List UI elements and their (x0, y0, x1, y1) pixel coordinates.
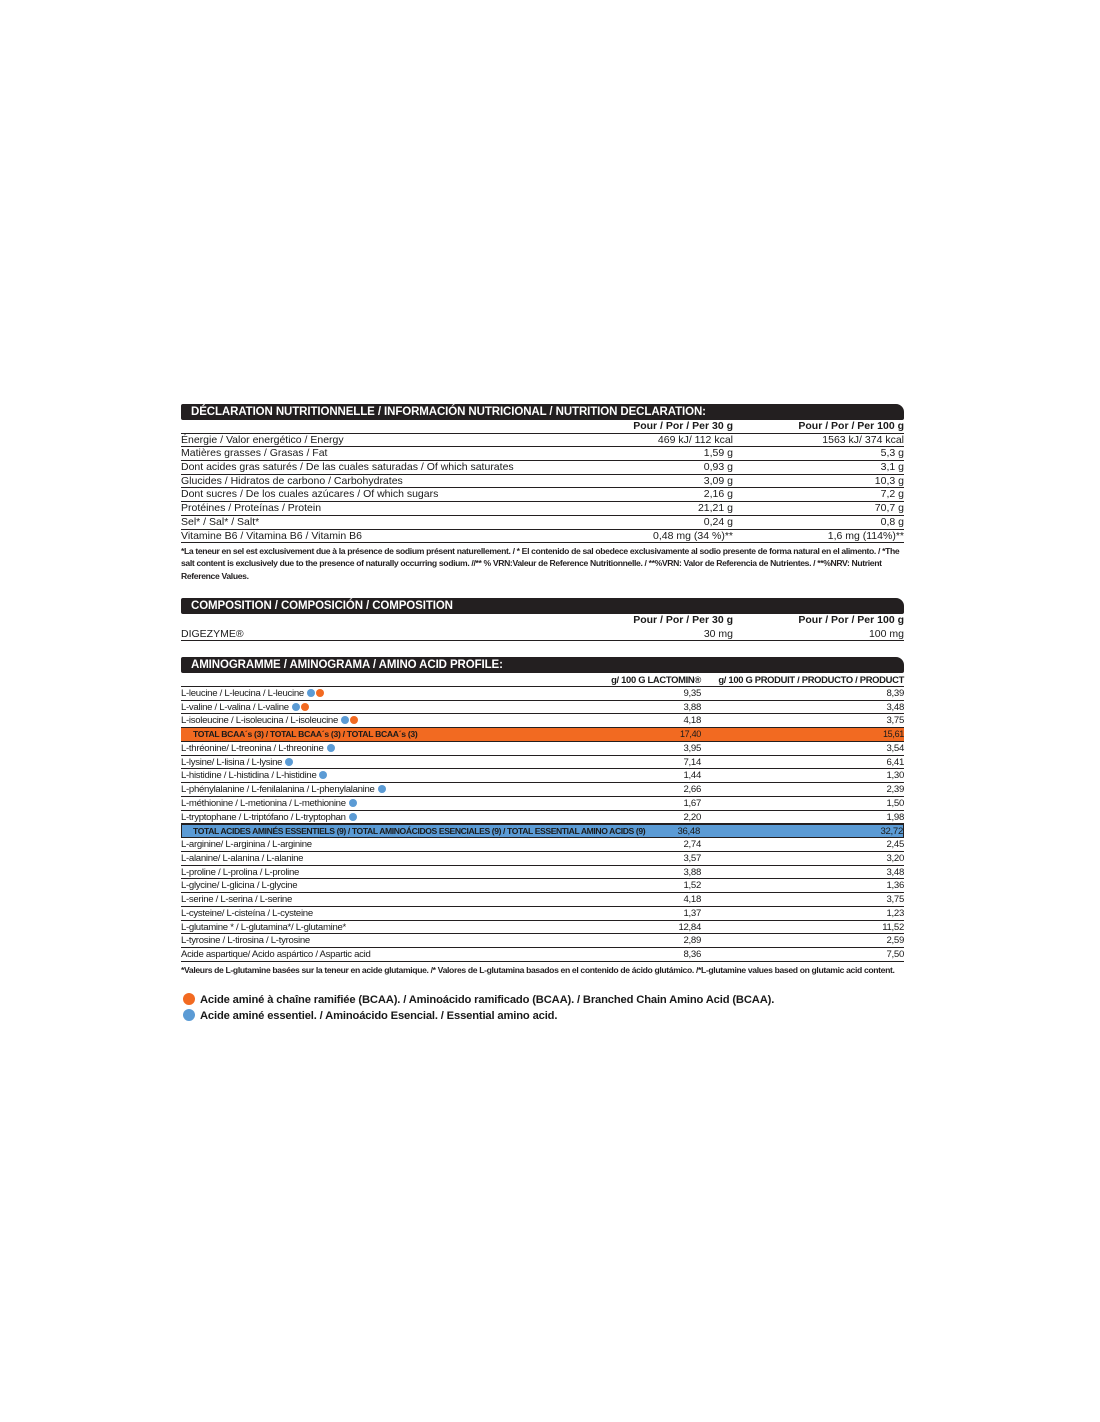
row-value-v1: 2,66 (683, 784, 701, 795)
amino-row (181, 921, 904, 935)
row-label-text: Vitamine B6 / Vitamina B6 / Vitamin B6 (181, 529, 362, 542)
row-value-v2: 5,3 g (880, 447, 904, 460)
row-value-v1: 2,16 g (703, 488, 733, 501)
amino-col1: g/ 100 G LACTOMIN® (611, 674, 701, 685)
nutrition-footnote: *La teneur en sel est exclusivement due à la présence de sodium présent naturellement. / * El contenido de sal obedece exclusivamente al sodio presente de forma natural en el alimento. / *The salt content is exclusively due to the presence of naturally occurring sodium. //** % VRN:Valeur de Reference Nutritionnelle. / **%VRN: Valor de Referencia de Nutrientes. / **%NRV: Nutrient Reference Values. (181, 546, 900, 581)
nutrition-row (181, 516, 904, 530)
composition-col1: Pour / Por / Per 30 g (633, 614, 733, 626)
row-value-v2: 100 mg (868, 627, 904, 640)
amino-col2: g/ 100 G PRODUIT / PRODUCTO / PRODUCT (718, 674, 904, 685)
row-label (181, 475, 403, 489)
row-label (193, 728, 417, 742)
amino-row (181, 879, 904, 893)
row-value-v1: 3,88 (683, 701, 701, 713)
row-label (181, 866, 299, 880)
row-label-text: L-glutamine * / L-glutamina*/ L-glutamine* (181, 921, 346, 933)
nutrition-title: DÉCLARATION NUTRITIONNELLE / INFORMACIÓN NUTRICIONAL / NUTRITION DECLARATION: (181, 404, 904, 420)
row-value-v2: 1563 kJ/ 374 kcal (822, 433, 904, 446)
row-value-v1: 3,09 g (703, 474, 733, 487)
row-label-text: L-isoleucine / L-isoleucina / L-isoleucine (181, 715, 338, 727)
row-value-v2: 3,75 (886, 894, 904, 905)
row-value-v1: 0,24 g (703, 515, 733, 528)
row-value-v2: 8,39 (886, 687, 904, 699)
row-value-v1: 4,18 (683, 715, 701, 727)
row-value-v2: 1,30 (886, 770, 904, 782)
composition-row (181, 628, 904, 642)
legend-essential-text: Acide aminé essentiel. / Aminoácido Esencial. / Essential amino acid. (200, 1010, 558, 1022)
row-label (181, 488, 438, 502)
essential-dot-icon (183, 1009, 195, 1021)
nutrition-row (181, 488, 904, 502)
row-value-v1: 36,48 (677, 826, 700, 838)
row-label (181, 742, 335, 756)
composition-col2: Pour / Por / Per 100 g (798, 614, 904, 626)
amino-row (181, 838, 904, 852)
row-label (181, 797, 357, 811)
essential-dot-icon (378, 785, 386, 793)
row-label (181, 714, 358, 728)
row-value-v1: 12,84 (678, 921, 701, 933)
row-value-v1: 0,48 mg (34 %)** (653, 529, 733, 542)
row-value-v2: 70,7 g (874, 502, 904, 515)
row-value-v2: 1,98 (886, 811, 904, 823)
row-label (181, 879, 297, 893)
amino-rows (181, 687, 904, 962)
row-value-v1: 1,37 (683, 907, 701, 919)
composition-column-header (181, 614, 904, 628)
row-label-text: Glucides / Hidratos de carbono / Carbohydrates (181, 474, 403, 487)
row-value-v2: 7,50 (886, 949, 904, 960)
row-value-v2: 2,59 (886, 935, 904, 947)
legend-bcaa-text: Acide aminé à chaîne ramifiée (BCAA). / Aminoácido ramificado (BCAA). / Branched Chain Amino Acid (BCAA). (200, 994, 775, 1006)
amino-row (181, 811, 904, 825)
row-value-v1: 17,40 (679, 729, 701, 739)
nutrition-col1: Pour / Por / Per 30 g (633, 420, 733, 432)
row-label (181, 769, 327, 783)
row-value-v1: 30 mg (703, 627, 733, 640)
row-label (181, 461, 514, 475)
nutrition-row (181, 447, 904, 461)
nutrition-row (181, 475, 904, 489)
row-label (181, 756, 293, 770)
row-value-v1: 3,95 (683, 742, 701, 754)
composition-title: COMPOSITION / COMPOSICIÓN / COMPOSITION (181, 598, 904, 614)
row-label (181, 434, 344, 448)
row-value-v2: 2,39 (886, 784, 904, 795)
row-label (193, 825, 645, 839)
row-value-v2: 1,36 (886, 880, 904, 892)
amino-panel (181, 657, 904, 976)
row-label (181, 516, 259, 530)
row-value-v2: 1,23 (886, 907, 904, 919)
essential-dot-icon (319, 771, 327, 779)
row-label-text: Sel* / Sal* / Salt* (181, 515, 260, 528)
row-value-v1: 1,52 (683, 880, 701, 892)
amino-row (181, 714, 904, 728)
row-value-v1: 469 kJ/ 112 kcal (657, 433, 733, 446)
legend-bcaa (183, 993, 774, 1006)
nutrition-row (181, 461, 904, 475)
essential-dot-icon (349, 799, 357, 807)
amino-row (181, 934, 904, 948)
essential-dot-icon (285, 758, 293, 766)
row-label-text: Énergie / Valor energético / Energy (181, 433, 344, 446)
row-value-v1: 3,88 (683, 866, 701, 878)
row-label (181, 907, 313, 921)
row-label (181, 447, 327, 461)
row-label-text: L-glycine/ L-glicina / L-glycine (181, 880, 298, 892)
row-value-v1: 1,67 (683, 797, 701, 809)
row-label (181, 948, 371, 962)
row-label-text: L-méthionine / L-metionina / L-methionine (181, 797, 346, 809)
row-value-v2: 3,20 (886, 852, 904, 864)
row-label (181, 628, 244, 642)
nutrition-row (181, 502, 904, 516)
row-label-text: L-arginine/ L-arginina / L-arginine (181, 839, 312, 850)
amino-column-header (181, 673, 904, 687)
row-label-text: Matières grasses / Grasas / Fat (181, 447, 328, 460)
row-value-v1: 21,21 g (697, 502, 733, 515)
row-label (181, 530, 362, 544)
row-label-text: L-alanine/ L-alanina / L-alanine (181, 852, 304, 864)
essential-dot-icon (292, 703, 300, 711)
amino-row (181, 893, 904, 907)
row-value-v2: 1,50 (886, 797, 904, 809)
total-eaa-row (181, 824, 904, 838)
row-label-text: L-serine / L-serina / L-serine (181, 894, 292, 905)
row-label-text: L-thréonine/ L-treonina / L-threonine (181, 742, 324, 754)
amino-row (181, 948, 904, 962)
row-value-v2: 3,1 g (880, 461, 904, 474)
composition-rows (181, 628, 904, 642)
amino-row (181, 756, 904, 770)
row-label (181, 852, 303, 866)
amino-row (181, 742, 904, 756)
row-label-text: L-leucine / L-leucina / L-leucine (181, 687, 304, 699)
nutrition-panel (181, 404, 904, 582)
amino-row (181, 852, 904, 866)
row-value-v1: 4,18 (683, 894, 701, 905)
bcaa-dot-icon (301, 703, 309, 711)
row-label-text: Dont acides gras saturés / De las cuales saturadas / Of which saturates (181, 461, 514, 474)
row-label (181, 934, 310, 948)
row-value-v2: 3,48 (886, 866, 904, 878)
legend-essential (183, 1009, 557, 1022)
row-label-text: DIGEZYME® (181, 627, 244, 640)
row-value-v2: 15,61 (882, 729, 904, 739)
row-label-text: TOTAL ACIDES AMINÉS ESSENTIELS (9) / TOTAL AMINOÁCIDOS ESENCIALES (9) / TOTAL ESSENTIAL AMINO ACIDS (9) (193, 826, 646, 837)
row-value-v2: 32,72 (880, 826, 903, 838)
amino-row (181, 701, 904, 715)
essential-dot-icon (327, 744, 335, 752)
bcaa-dot-icon (316, 689, 324, 697)
row-label (181, 893, 292, 907)
row-value-v1: 8,36 (683, 949, 701, 960)
amino-row (181, 769, 904, 783)
row-value-v2: 11,52 (882, 921, 904, 933)
row-label-text: TOTAL BCAA´s (3) / TOTAL BCAA´s (3) / TOTAL BCAA´s (3) (193, 729, 418, 739)
nutrition-column-header (181, 420, 904, 434)
amino-title: AMINOGRAMME / AMINOGRAMA / AMINO ACID PROFILE: (181, 657, 904, 673)
row-label-text: L-valine / L-valina / L-valine (181, 701, 289, 713)
total-bcaa-row (181, 728, 904, 742)
nutrition-row (181, 530, 904, 544)
row-label-text: Protéines / Proteínas / Protein (181, 502, 322, 515)
row-label (181, 687, 324, 701)
row-label-text: L-tryptophane / L-triptófano / L-tryptophan (181, 811, 346, 823)
row-label-text: Dont sucres / De los cuales azúcares / Of which sugars (181, 488, 439, 501)
nutrition-rows (181, 434, 904, 544)
row-label (181, 811, 357, 825)
row-label (181, 921, 346, 935)
row-value-v2: 3,54 (886, 742, 904, 754)
row-label-text: L-lysine/ L-lisina / L-lysine (181, 756, 283, 768)
amino-row (181, 907, 904, 921)
row-value-v2: 3,75 (886, 715, 904, 727)
row-value-v1: 7,14 (683, 756, 701, 768)
row-value-v1: 2,89 (683, 935, 701, 947)
essential-dot-icon (341, 716, 349, 724)
row-value-v2: 2,45 (886, 839, 904, 850)
row-label-text: L-proline / L-prolina / L-proline (181, 866, 300, 878)
row-label-text: L-phénylalanine / L-fenilalanina / L-phenylalanine (181, 784, 375, 795)
bcaa-dot-icon (350, 716, 358, 724)
amino-row (181, 866, 904, 880)
amino-footnote: *Valeurs de L-glutamine basées sur la teneur en acide glutamique. /* Valores de L-glutamina basados en el contenido de ácido glutámico. /*L-glutamine values based on glutamic acid content. (181, 964, 895, 975)
row-value-v2: 10,3 g (874, 474, 904, 487)
row-label (181, 783, 386, 797)
row-label-text: L-histidine / L-histidina / L-histidine (181, 770, 317, 782)
nutrition-col2: Pour / Por / Per 100 g (798, 420, 904, 432)
row-value-v2: 3,48 (886, 701, 904, 713)
bcaa-dot-icon (183, 993, 195, 1005)
row-label (181, 701, 309, 715)
composition-panel (181, 598, 904, 641)
nutrition-row (181, 434, 904, 448)
amino-row (181, 783, 904, 797)
row-label-text: Acide aspartique/ Acido aspártico / Aspartic acid (181, 949, 371, 960)
row-value-v1: 1,59 g (703, 447, 733, 460)
amino-row (181, 797, 904, 811)
row-label (181, 502, 321, 516)
row-value-v2: 1,6 mg (114%)** (827, 529, 904, 542)
row-value-v1: 0,93 g (703, 461, 733, 474)
row-label (181, 838, 312, 852)
essential-dot-icon (349, 813, 357, 821)
row-value-v2: 0,8 g (880, 515, 904, 528)
row-label-text: L-tyrosine / L-tirosina / L-tyrosine (181, 935, 310, 947)
row-value-v1: 3,57 (683, 852, 701, 864)
row-label-text: L-cysteine/ L-cisteína / L-cysteine (181, 907, 313, 919)
row-value-v1: 9,35 (683, 687, 701, 699)
row-value-v1: 2,20 (683, 811, 701, 823)
row-value-v2: 7,2 g (880, 488, 904, 501)
row-value-v1: 2,74 (683, 839, 701, 850)
row-value-v2: 6,41 (886, 756, 904, 768)
row-value-v1: 1,44 (683, 770, 701, 782)
essential-dot-icon (307, 689, 315, 697)
amino-row (181, 687, 904, 701)
